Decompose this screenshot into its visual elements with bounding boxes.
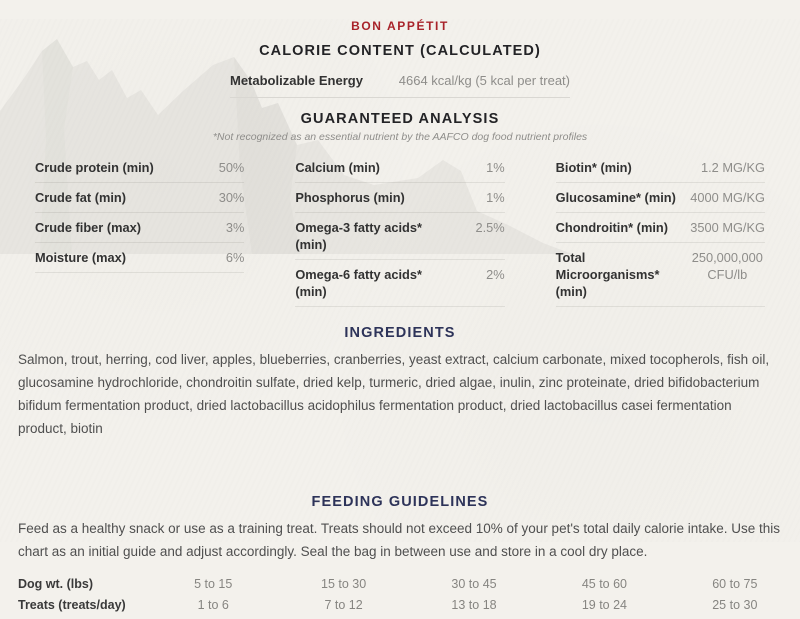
- nutrient-label: Moisture (max): [35, 250, 127, 265]
- table-cell: 45 to 60: [581, 577, 628, 591]
- nutrient-value: 3500 MG/KG: [690, 220, 765, 235]
- brand-title: BON APPÉTIT: [351, 19, 449, 33]
- nutrient-value: 6%: [225, 250, 245, 265]
- ingredients-heading: INGREDIENTS: [344, 325, 456, 341]
- nutrient-label: Biotin* (min): [555, 160, 632, 175]
- nutrient-label: Calcium (min): [295, 160, 380, 175]
- guaranteed-analysis-grid: [35, 153, 765, 307]
- analysis-column-2: [295, 153, 504, 307]
- analysis-row: [556, 243, 765, 307]
- nutrient-label: Total Microorganisms* (min): [555, 250, 660, 299]
- analysis-column-1: [35, 153, 244, 307]
- analysis-row: [35, 243, 244, 273]
- metabolizable-energy-value: 4664 kcal/kg (5 kcal per treat): [398, 73, 570, 88]
- analysis-row: [295, 213, 504, 260]
- metabolizable-energy-row: [230, 69, 570, 98]
- nutrient-value: 1%: [486, 190, 505, 205]
- table-row-dog-weight: [18, 577, 800, 598]
- feeding-guidelines-text: Feed as a healthy snack or use as a training treat. Treats should not exceed 10% of your pet's total daily calorie intake. Use this chart as an initial guide and adjust accordingly. Seal the bag in between use and store in a cool dry place.: [18, 521, 780, 559]
- analysis-row: [556, 213, 765, 243]
- row-header: Dog wt. (lbs): [18, 577, 93, 591]
- table-cell: 13 to 18: [451, 598, 497, 612]
- table-cell: 19 to 24: [581, 598, 628, 612]
- nutrient-value: 30%: [218, 190, 245, 205]
- aafco-note: *Not recognized as an essential nutrient by the AAFCO dog food nutrient profiles: [212, 131, 588, 143]
- nutrient-value: 2.5%: [475, 220, 505, 235]
- nutrient-label: Crude protein (min): [35, 160, 154, 175]
- table-cell: 5 to 15: [194, 577, 233, 591]
- table-cell: 7 to 12: [324, 598, 363, 612]
- table-cell: 25 to 30: [712, 598, 758, 612]
- analysis-row: [295, 260, 504, 307]
- analysis-row: [556, 183, 765, 213]
- nutrient-label: Crude fat (min): [35, 190, 126, 205]
- table-cell: 30 to 45: [451, 577, 497, 591]
- nutrient-value: 2%: [486, 267, 505, 282]
- table-cell: 15 to 30: [321, 577, 367, 591]
- guaranteed-analysis-heading: GUARANTEED ANALYSIS: [300, 111, 500, 127]
- nutrient-value: 1%: [486, 160, 505, 175]
- table-row-treats-per-day: [18, 598, 800, 619]
- analysis-row: [35, 183, 244, 213]
- analysis-row: [35, 213, 244, 243]
- table-cell: 60 to 75: [712, 577, 758, 591]
- nutrient-value: 1.2 MG/KG: [700, 160, 765, 175]
- nutrient-label: Chondroitin* (min): [555, 220, 668, 235]
- label-page: [0, 19, 800, 619]
- nutrient-value: 250,000,000 CFU/lb: [691, 250, 763, 282]
- analysis-row: [295, 183, 504, 213]
- nutrient-label: Phosphorus (min): [295, 190, 405, 205]
- feeding-guidelines-heading: FEEDING GUIDELINES: [311, 494, 489, 510]
- analysis-row: [295, 153, 504, 183]
- nutrient-value: 4000 MG/KG: [690, 190, 765, 205]
- row-header: Treats (treats/day): [18, 598, 126, 612]
- calorie-content-heading: CALORIE CONTENT (CALCULATED): [259, 43, 541, 59]
- nutrient-label: Omega-3 fatty acids* (min): [295, 220, 422, 252]
- analysis-row: [556, 153, 765, 183]
- nutrient-label: Crude fiber (max): [35, 220, 141, 235]
- nutrient-label: Glucosamine* (min): [555, 190, 676, 205]
- table-cell: 1 to 6: [197, 598, 229, 612]
- nutrient-value: 50%: [218, 160, 245, 175]
- ingredients-text: Salmon, trout, herring, cod liver, apples, blueberries, cranberries, yeast extract, calcium carbonate, mixed tocopherols, fish oil, glucosamine hydrochloride, chondroitin sulfate, dried kelp, turmeric, dried algae, inulin, zinc proteinate, dried bifidobacterium bifidum fermentation product, dried lactobacillus acidophilus fermentation product, dried lactobacillus casei fermentation product, biotin: [18, 352, 770, 436]
- nutrient-value: 3%: [225, 220, 245, 235]
- metabolizable-energy-label: Metabolizable Energy: [230, 73, 363, 88]
- analysis-column-3: [556, 153, 765, 307]
- analysis-row: [35, 153, 244, 183]
- nutrient-label: Omega-6 fatty acids* (min): [295, 267, 422, 299]
- feeding-chart-table: [18, 577, 800, 619]
